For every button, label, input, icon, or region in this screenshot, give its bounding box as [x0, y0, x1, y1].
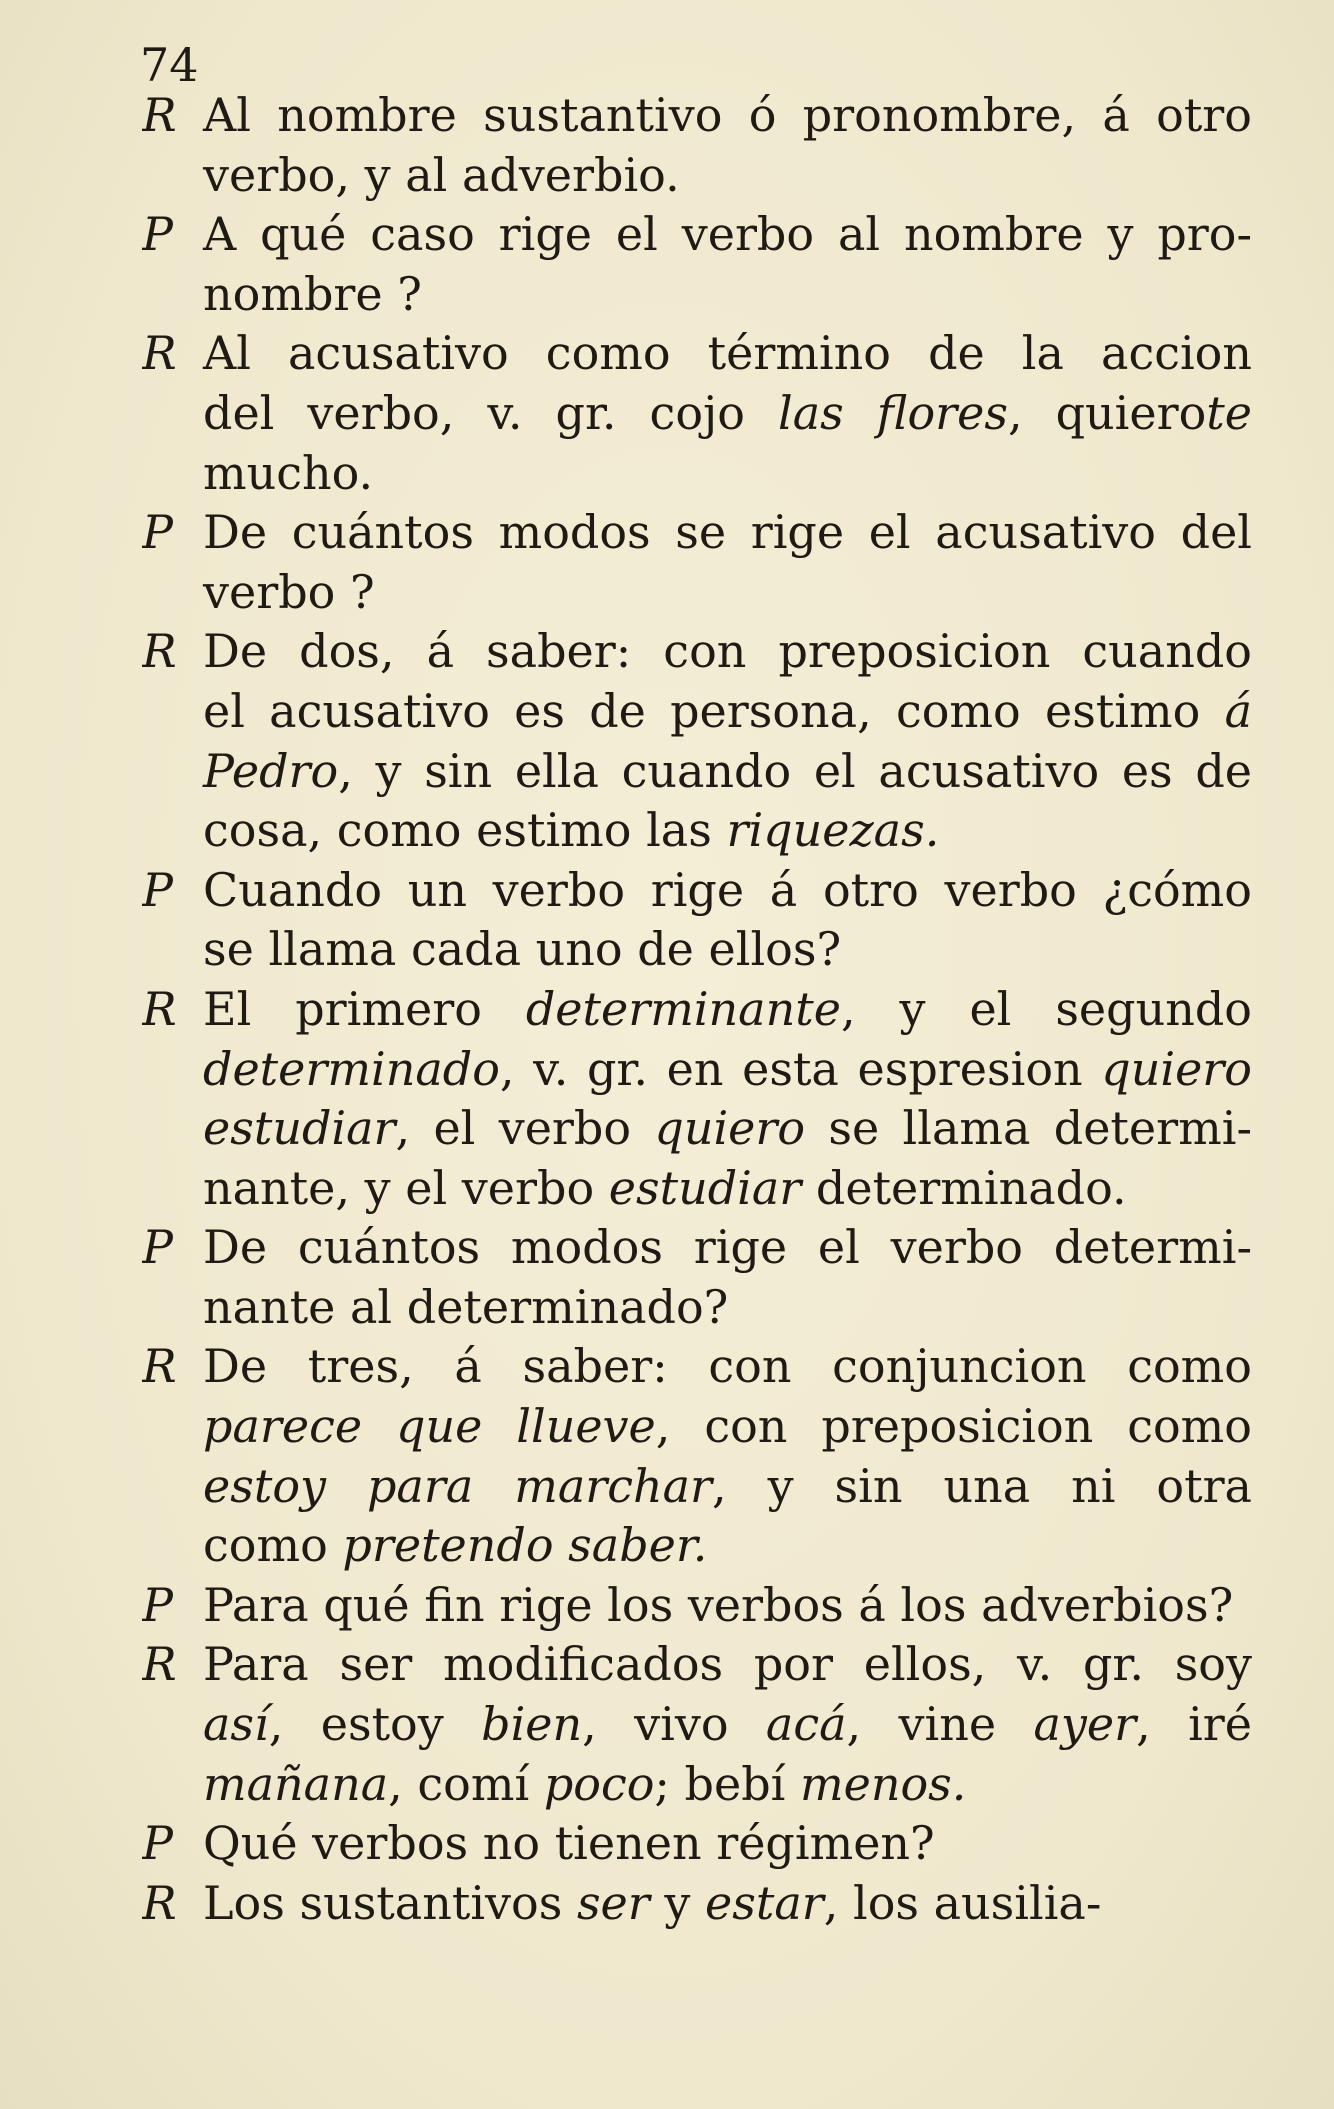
qa-entry	[142, 622, 1252, 860]
text-line	[142, 980, 1252, 1040]
qa-entry	[142, 86, 1252, 205]
speaker-marker: P	[142, 505, 173, 560]
italic-term: determinado	[203, 1041, 500, 1096]
qa-entry	[142, 205, 1252, 324]
page-text	[142, 86, 1252, 1933]
text-run: , con preposicion como	[655, 1399, 1252, 1454]
speaker-marker: P	[142, 1577, 173, 1632]
qa-entry	[142, 1635, 1252, 1814]
italic-term: así	[203, 1697, 269, 1752]
speaker-marker: R	[142, 1875, 177, 1930]
text-run: Los sustantivos	[203, 1875, 577, 1930]
text-line	[142, 86, 1252, 146]
speaker-marker: R	[142, 981, 177, 1036]
text-run: mucho.	[203, 445, 374, 500]
text-line	[142, 920, 1252, 980]
text-run: como	[203, 1518, 343, 1573]
speaker-marker: P	[142, 1816, 173, 1871]
text-line	[142, 1457, 1252, 1517]
qa-entry	[142, 503, 1252, 622]
text-run: , los ausilia-	[823, 1875, 1102, 1930]
qa-entry	[142, 980, 1252, 1218]
text-line	[142, 1040, 1252, 1100]
text-line	[142, 1337, 1252, 1397]
text-run: Qué verbos no tienen régimen?	[203, 1816, 935, 1871]
text-line	[142, 324, 1252, 384]
text-run: , iré	[1136, 1697, 1252, 1752]
italic-term: poco	[543, 1756, 655, 1811]
text-run: , estoy	[268, 1697, 482, 1752]
italic-term: estoy para marchar	[203, 1458, 713, 1513]
text-run: Para ser modificados por ellos, v. gr. soy	[203, 1637, 1252, 1692]
text-line	[142, 682, 1252, 742]
text-run: A qué caso rige el verbo al nombre y pro-	[203, 207, 1252, 262]
text-line	[142, 1635, 1252, 1695]
italic-term: te	[1206, 385, 1252, 440]
text-run: , quiero	[1007, 385, 1207, 440]
italic-term: á	[1224, 683, 1252, 738]
text-line	[142, 622, 1252, 682]
text-line	[142, 1099, 1252, 1159]
italic-term: determinante	[525, 981, 841, 1036]
text-run: De tres, á saber: con conjuncion como	[203, 1339, 1252, 1394]
text-run: Al nombre sustantivo ó pronombre, á otro	[203, 88, 1252, 142]
text-run: cosa, como estimo las	[203, 803, 727, 858]
italic-term: bien	[481, 1697, 583, 1752]
text-line	[142, 801, 1252, 861]
text-run: verbo, y al adverbio.	[203, 147, 680, 202]
text-run: Para qué fin rige los verbos á los adverbios?	[203, 1577, 1234, 1632]
speaker-marker: R	[142, 1339, 177, 1394]
text-line	[142, 444, 1252, 504]
text-run: verbo ?	[203, 564, 375, 619]
italic-term: acá	[765, 1697, 847, 1752]
text-run: El primero	[203, 981, 526, 1036]
text-run: Cuando un verbo rige á otro verbo ¿cómo	[203, 862, 1252, 917]
text-line	[142, 384, 1252, 444]
text-run: De cuántos modos se rige el acusativo del	[203, 505, 1252, 560]
text-run: se llama determi-	[805, 1101, 1252, 1156]
text-line	[142, 1516, 1252, 1576]
speaker-marker: P	[142, 207, 173, 262]
italic-term: Pedro	[203, 743, 339, 798]
italic-term: estar	[705, 1875, 824, 1930]
text-run: se llama cada uno de ellos?	[203, 922, 842, 977]
text-run: nombre ?	[203, 266, 422, 321]
italic-term: riquezas.	[726, 803, 940, 858]
text-run: , y el segundo	[840, 981, 1252, 1036]
text-line	[142, 861, 1252, 921]
text-line	[142, 1814, 1252, 1874]
text-line	[142, 1397, 1252, 1457]
text-run: del verbo, v. gr. cojo	[203, 385, 778, 440]
text-run: nante, y el verbo	[203, 1160, 609, 1215]
italic-term: estudiar	[203, 1101, 396, 1156]
speaker-marker: R	[142, 1637, 177, 1692]
text-run: , y sin ella cuando el acusativo es de	[338, 743, 1252, 798]
italic-term: pretendo saber.	[342, 1518, 708, 1573]
text-line	[142, 1218, 1252, 1278]
text-line	[142, 503, 1252, 563]
page-number: 74	[140, 38, 199, 92]
qa-entry	[142, 861, 1252, 980]
text-run: , comí	[388, 1756, 544, 1811]
text-line	[142, 265, 1252, 325]
italic-term: menos.	[800, 1756, 967, 1811]
text-line	[142, 1159, 1252, 1219]
text-line	[142, 1874, 1252, 1934]
speaker-marker: R	[142, 88, 177, 142]
speaker-marker: P	[142, 1220, 173, 1275]
text-run: determinado.	[801, 1160, 1127, 1215]
text-line	[142, 1278, 1252, 1338]
qa-entry	[142, 1874, 1252, 1934]
speaker-marker: R	[142, 326, 177, 381]
text-line	[142, 1576, 1252, 1636]
text-run: Al acusativo como término de la accion	[203, 326, 1252, 381]
italic-term: las flores	[778, 385, 1008, 440]
text-line	[142, 146, 1252, 206]
text-run: De cuántos modos rige el verbo determi-	[203, 1220, 1252, 1275]
text-run: , vine	[846, 1697, 1034, 1752]
text-run: , y sin una ni otra	[712, 1458, 1252, 1513]
italic-term: parece que llueve	[203, 1399, 656, 1454]
speaker-marker: R	[142, 624, 177, 679]
text-line	[142, 1695, 1252, 1755]
qa-entry	[142, 1814, 1252, 1874]
text-run: , el verbo	[395, 1101, 655, 1156]
text-run: De dos, á saber: con preposicion cuando	[203, 624, 1252, 679]
qa-entry	[142, 1337, 1252, 1575]
italic-term: quiero	[654, 1101, 806, 1156]
text-line	[142, 1755, 1252, 1815]
qa-entry	[142, 1218, 1252, 1337]
text-line	[142, 205, 1252, 265]
speaker-marker: P	[142, 862, 173, 917]
italic-term: ayer	[1033, 1697, 1137, 1752]
italic-term: mañana	[203, 1756, 389, 1811]
text-run: , v. gr. en esta espresion	[499, 1041, 1102, 1096]
text-run: ; bebí	[654, 1756, 800, 1811]
text-run: , vivo	[582, 1697, 766, 1752]
text-run: nante al determinado?	[203, 1279, 729, 1334]
italic-term: ser	[576, 1875, 650, 1930]
text-run: el acusativo es de persona, como estimo	[203, 683, 1225, 738]
text-run: y	[649, 1875, 706, 1930]
qa-entry	[142, 1576, 1252, 1636]
text-line	[142, 742, 1252, 802]
text-line	[142, 563, 1252, 623]
qa-entry	[142, 324, 1252, 503]
italic-term: estudiar	[608, 1160, 802, 1215]
italic-term: quiero	[1101, 1041, 1252, 1096]
